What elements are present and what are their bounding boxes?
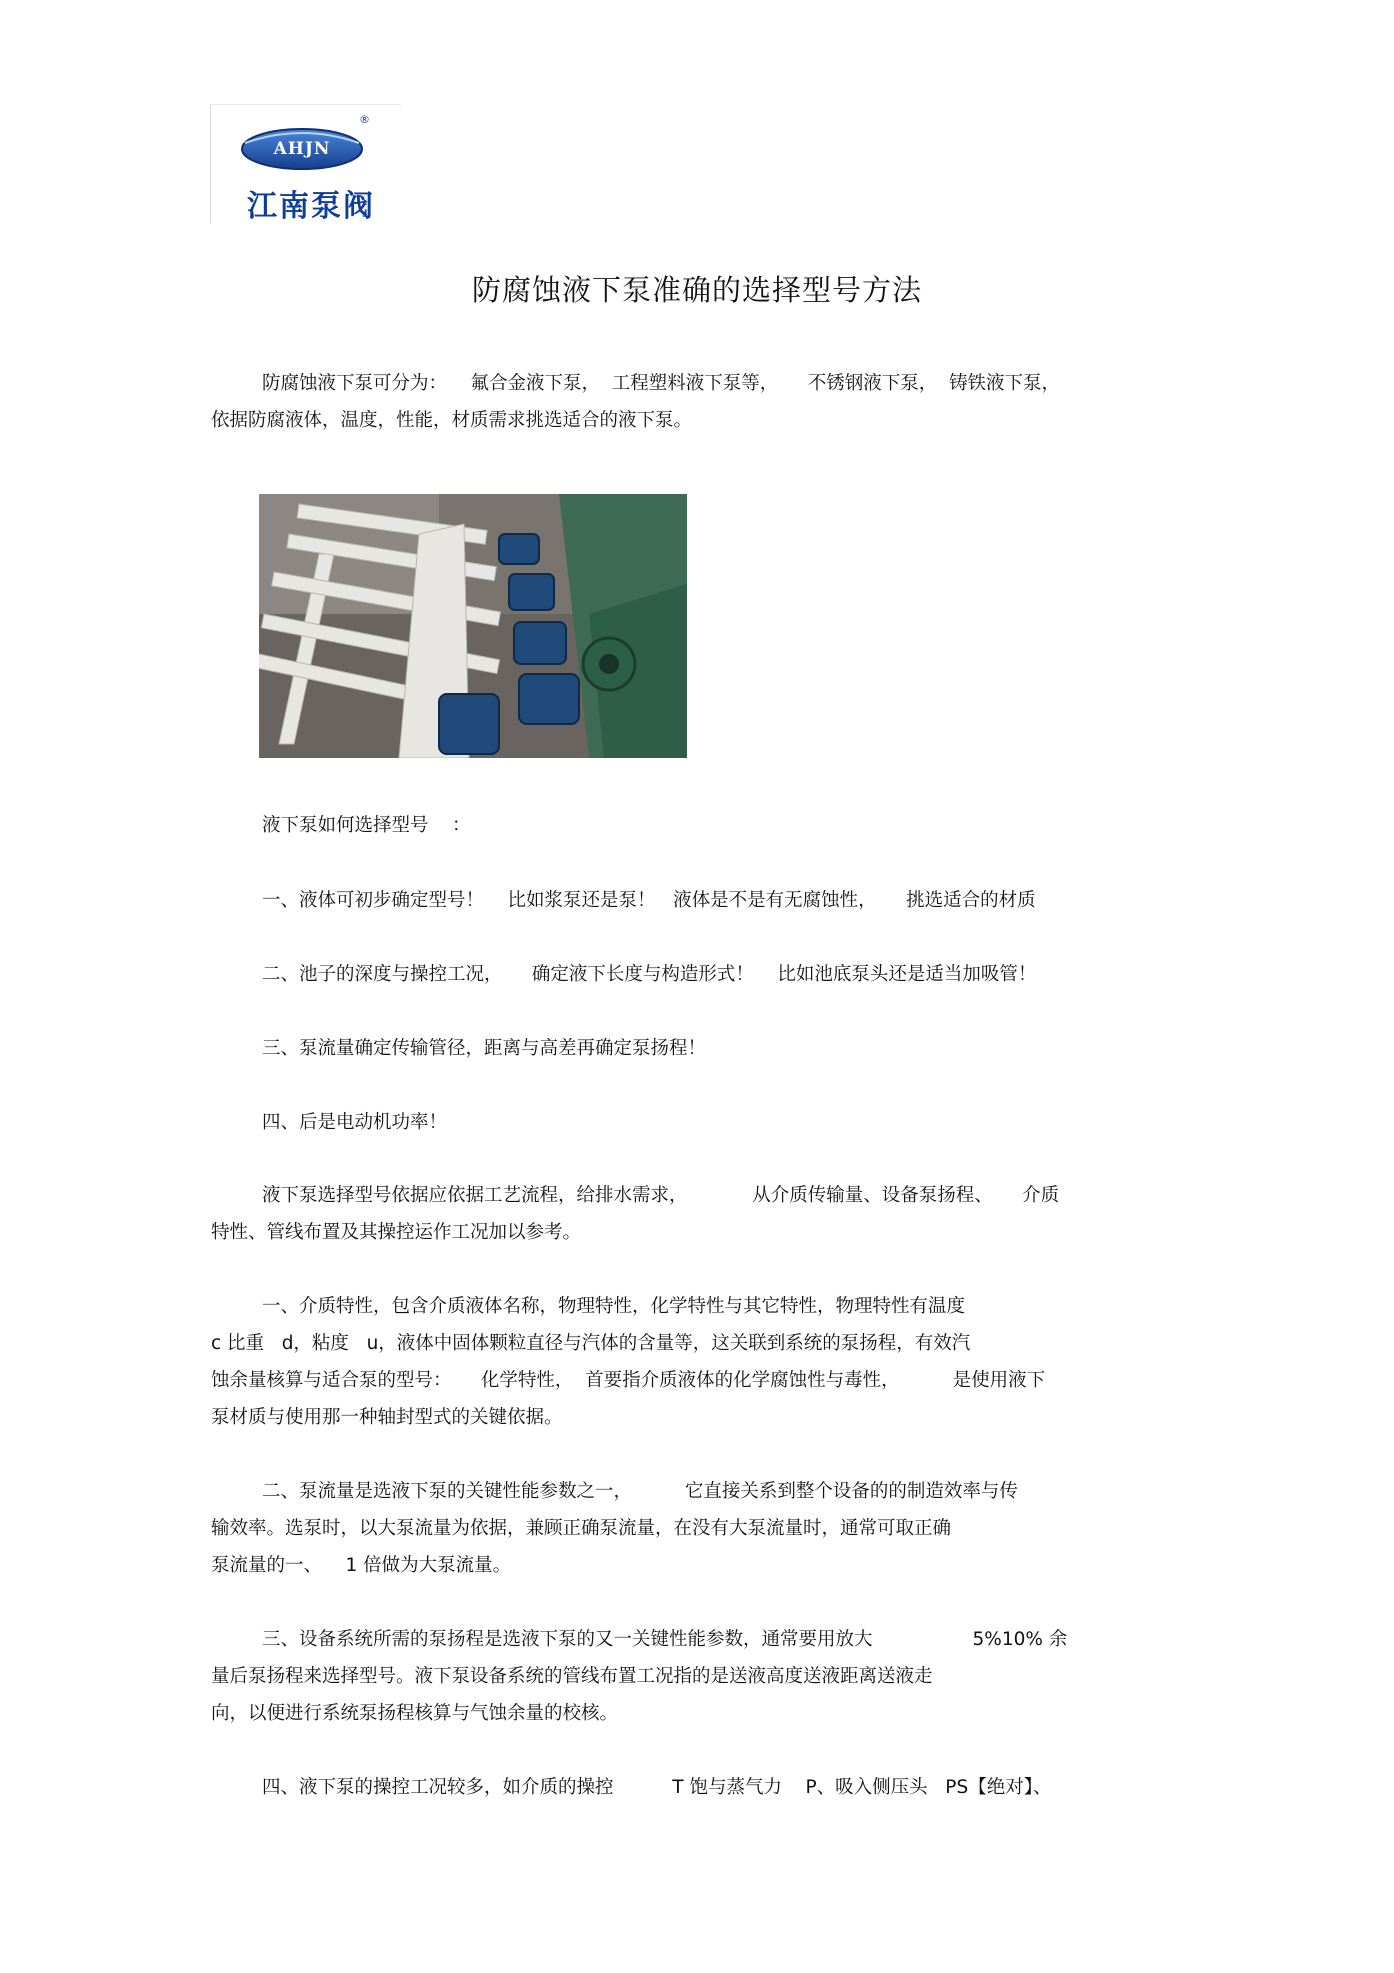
paragraph-line: 二、泵流量是选液下泵的关键性能参数之一， 它直接关系到整个设备的的制造效率与传 — [262, 1481, 1018, 1502]
paragraph-line: 量后泵扬程来选择型号。液下泵设备系统的管线布置工况指的是送液高度送液距离送液走 — [211, 1666, 933, 1687]
step-line: 四、后是电动机功率！ — [262, 1112, 448, 1133]
intro-line: 防腐蚀液下泵可分为： 氟合金液下泵， 工程塑料液下泵等， 不锈钢液下泵， 铸铁液下泵， — [262, 373, 1060, 394]
paragraph-line: 一、介质特性，包含介质液体名称，物理特性，化学特性与其它特性，物理特性有温度 — [262, 1296, 966, 1317]
step-line: 三、泵流量确定传输管径，距离与高差再确定泵扬程！ — [262, 1038, 707, 1059]
paragraph-line: 液下泵选择型号依据应依据工艺流程，给排水需求， 从介质传输量、设备泵扬程、 介质 — [262, 1185, 1060, 1206]
document-title: 防腐蚀液下泵准确的选择型号方法 — [471, 273, 922, 307]
paragraph-line: 特性、管线布置及其操控运作工况加以参考。 — [211, 1222, 582, 1243]
section-heading: 液下泵如何选择型号 ： — [262, 815, 471, 836]
step-line: 一、液体可初步确定型号！ 比如浆泵还是泵！ 液体是不是有无腐蚀性， 挑选适合的材质 — [262, 890, 1036, 911]
registered-mark: ® — [359, 113, 370, 126]
company-logo — [210, 104, 401, 223]
paragraph-line: 蚀余量核算与适合泵的型号： 化学特性， 首要指介质液体的化学腐蚀性与毒性， 是使用液下 — [211, 1370, 1046, 1391]
paragraph-line: 泵材质与使用那一种轴封型式的关键依据。 — [211, 1407, 563, 1428]
pump-photo — [259, 494, 687, 758]
paragraph-line: 向，以便进行系统泵扬程核算与气蚀余量的校核。 — [211, 1703, 619, 1724]
intro-line: 依据防腐液体，温度，性能，材质需求挑选适合的液下泵。 — [211, 410, 693, 431]
logo-company-name: 江南泵阀 — [247, 189, 375, 224]
logo-brand-text: AHJN — [273, 139, 331, 159]
paragraph-line: 输效率。选泵时，以大泵流量为依据，兼顾正确泵流量，在没有大泵流量时，通常可取正确 — [211, 1518, 952, 1539]
paragraph-line: 四、液下泵的操控工况较多，如介质的操控 T 饱与蒸气力 P、吸入侧压头 PS【绝对】、 — [262, 1777, 1052, 1798]
step-line: 二、池子的深度与操控工况， 确定液下长度与构造形式！ 比如池底泵头还是适当加吸管！ — [262, 964, 1037, 985]
paragraph-line: c 比重 d，粘度 u，液体中固体颗粒直径与汽体的含量等，这关联到系统的泵扬程，有效汽 — [211, 1333, 971, 1354]
paragraph-line: 三、设备系统所需的泵扬程是选液下泵的又一关键性能参数，通常要用放大 5%10% 余 — [262, 1629, 1068, 1650]
paragraph-line: 泵流量的一、 1 倍做为大泵流量。 — [211, 1555, 512, 1576]
